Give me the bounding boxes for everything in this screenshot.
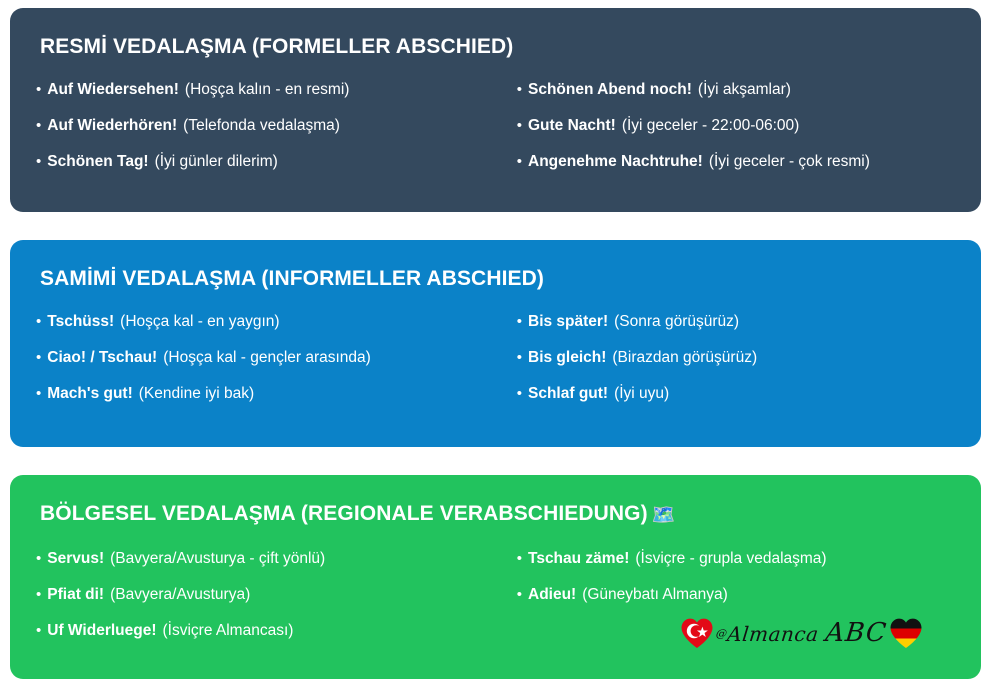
phrase-gloss: (İyi günler dilerim) <box>154 153 278 170</box>
watermark-abbrev: ABC <box>824 618 889 648</box>
phrase-gloss: (Kendine iyi bak) <box>138 385 255 402</box>
bullet-icon: • <box>36 117 42 134</box>
list-item <box>36 80 517 116</box>
card-formal-right-column <box>517 80 959 188</box>
phrase-gloss: (İyi uyu) <box>614 385 670 402</box>
list-item <box>517 80 959 116</box>
at-symbol: @ <box>715 627 729 640</box>
card-informal-title <box>40 266 959 292</box>
bullet-icon: • <box>516 586 522 603</box>
list-item <box>517 152 959 188</box>
card-informal-columns <box>36 312 959 420</box>
list-item <box>36 585 517 621</box>
map-icon: 🗺️ <box>651 505 676 526</box>
card-regional-title <box>40 501 959 529</box>
watermark-name: Almanca <box>726 622 821 646</box>
bullet-icon: • <box>36 313 42 330</box>
brand-watermark <box>680 613 923 653</box>
phrase-gloss: (İyi geceler - çok resmi) <box>708 153 870 170</box>
phrase-term: Tschau zäme! <box>528 550 630 567</box>
card-formal-title-text: RESMİ VEDALAŞMA (FORMELLER ABSCHIED) <box>40 35 514 58</box>
germany-flag-heart-icon <box>889 617 923 649</box>
list-item <box>36 621 517 657</box>
bullet-icon: • <box>516 153 522 170</box>
phrase-term: Bis gleich! <box>528 349 607 366</box>
phrase-term: Bis später! <box>528 313 609 330</box>
phrase-term: Mach's gut! <box>47 385 133 402</box>
list-item <box>517 348 959 384</box>
phrase-gloss: (Bavyera/Avusturya) <box>110 586 251 603</box>
phrase-gloss: (İsviçre Almancası) <box>162 622 294 639</box>
phrase-gloss: (İyi geceler - 22:00-06:00) <box>621 117 800 134</box>
list-item <box>36 152 517 188</box>
bullet-icon: • <box>516 117 522 134</box>
phrase-term: Servus! <box>47 550 105 567</box>
card-formal-title <box>40 34 959 60</box>
phrase-gloss: (Hoşça kal - gençler arasında) <box>163 349 371 366</box>
list-item <box>517 549 959 585</box>
phrase-term: Schönen Abend noch! <box>528 81 692 98</box>
list-item <box>36 384 517 420</box>
list-item <box>36 549 517 585</box>
phrase-gloss: (Birazdan görüşürüz) <box>612 349 758 366</box>
list-item <box>517 116 959 152</box>
phrase-gloss: (Hoşça kal - en yaygın) <box>120 313 280 330</box>
phrase-term: Schönen Tag! <box>47 153 149 170</box>
list-item <box>517 312 959 348</box>
card-informal-farewells <box>10 240 981 447</box>
phrase-term: Pfiat di! <box>47 586 105 603</box>
phrase-gloss: (İyi akşamlar) <box>697 81 791 98</box>
bullet-icon: • <box>516 313 522 330</box>
card-informal-title-text: SAMİMİ VEDALAŞMA (INFORMELLER ABSCHIED) <box>40 267 544 290</box>
card-regional-farewells <box>10 475 981 679</box>
list-item <box>36 312 517 348</box>
phrase-term: Auf Wiedersehen! <box>47 81 179 98</box>
phrase-gloss: (Güneybatı Almanya) <box>582 586 728 603</box>
list-item <box>36 116 517 152</box>
card-informal-right-column <box>517 312 959 420</box>
phrase-term: Ciao! / Tschau! <box>47 349 158 366</box>
phrase-gloss: (Sonra görüşürüz) <box>614 313 740 330</box>
bullet-icon: • <box>36 622 42 639</box>
phrase-gloss: (Bavyera/Avusturya - çift yönlü) <box>110 550 326 567</box>
bullet-icon: • <box>36 81 42 98</box>
bullet-icon: • <box>36 349 42 366</box>
bullet-icon: • <box>516 349 522 366</box>
phrase-gloss: (Telefonda vedalaşma) <box>183 117 340 134</box>
list-item <box>36 348 517 384</box>
card-informal-left-column <box>36 312 517 420</box>
phrase-term: Gute Nacht! <box>528 117 616 134</box>
card-regional-title-text: BÖLGESEL VEDALAŞMA (REGIONALE VERABSCHIEDUNG) <box>40 502 648 525</box>
card-formal-farewells <box>10 8 981 212</box>
watermark-signature <box>715 618 889 648</box>
phrase-term: Schlaf gut! <box>528 385 609 402</box>
card-regional-left-column <box>36 549 517 657</box>
phrase-gloss: (Hoşça kalın - en resmi) <box>184 81 350 98</box>
card-formal-columns <box>36 80 959 188</box>
bullet-icon: • <box>36 586 42 603</box>
phrase-term: Angenehme Nachtruhe! <box>528 153 703 170</box>
turkey-flag-heart-icon <box>680 617 714 649</box>
phrase-term: Tschüss! <box>47 313 115 330</box>
bullet-icon: • <box>516 385 522 402</box>
bullet-icon: • <box>516 550 522 567</box>
phrase-term: Adieu! <box>528 586 577 603</box>
bullet-icon: • <box>516 81 522 98</box>
phrase-gloss: (İsviçre - grupla vedalaşma) <box>635 550 827 567</box>
list-item <box>517 384 959 420</box>
bullet-icon: • <box>36 385 42 402</box>
bullet-icon: • <box>36 550 42 567</box>
bullet-icon: • <box>36 153 42 170</box>
card-formal-left-column <box>36 80 517 188</box>
phrase-term: Uf Widerluege! <box>47 622 157 639</box>
phrase-term: Auf Wiederhören! <box>47 117 178 134</box>
